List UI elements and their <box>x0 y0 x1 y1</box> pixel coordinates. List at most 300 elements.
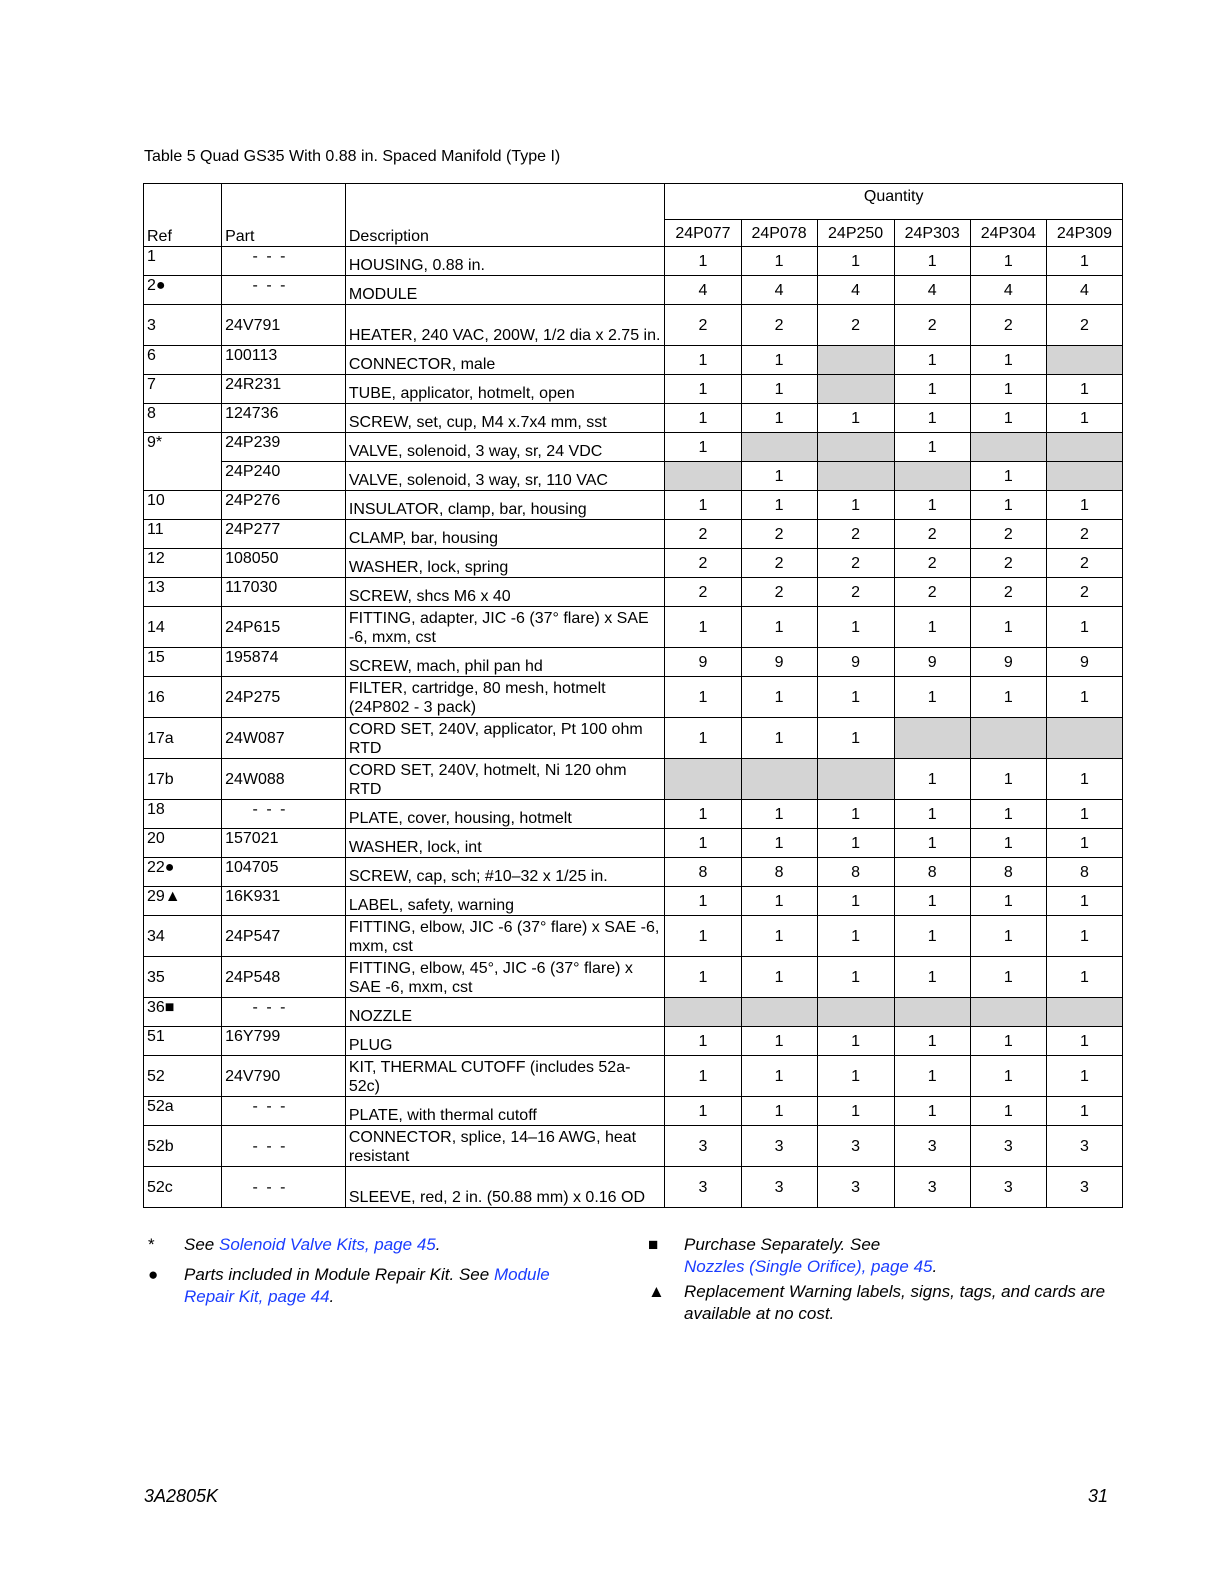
table-row <box>144 718 1123 759</box>
quantity-cell: 2 <box>741 520 817 549</box>
ref-cell: 8 <box>144 404 222 433</box>
quantity-cell: 1 <box>1046 491 1122 520</box>
part-cell: 100113 <box>222 346 346 375</box>
quantity-cell: 2 <box>817 305 894 346</box>
quantity-cell-unavailable <box>1046 718 1122 759</box>
table-row <box>144 759 1123 800</box>
quantity-cell: 3 <box>1046 1167 1122 1208</box>
ref-cell: 17b <box>144 759 222 800</box>
description-cell: CONNECTOR, male <box>345 346 665 375</box>
description-cell: FITTING, elbow, JIC -6 (37° flare) x SAE -6, mxm, cst <box>345 916 665 957</box>
quantity-cell: 2 <box>665 549 741 578</box>
quantity-cell: 1 <box>665 718 741 759</box>
table-row <box>144 305 1123 346</box>
note-circle: ● Parts included in Module Repair Kit. See Module Repair Kit, page 44. <box>148 1265 550 1306</box>
description-cell: PLATE, with thermal cutoff <box>345 1097 665 1126</box>
quantity-cell-unavailable <box>1046 998 1122 1027</box>
model-header: 24P304 <box>970 220 1046 247</box>
quantity-cell: 1 <box>741 607 817 648</box>
table-row <box>144 1056 1123 1097</box>
document-number: 3A2805K <box>144 1486 219 1506</box>
part-cell: 24P547 <box>222 916 346 957</box>
quantity-cell: 1 <box>894 491 970 520</box>
quantity-cell: 3 <box>970 1167 1046 1208</box>
quantity-cell: 1 <box>1046 759 1122 800</box>
quantity-cell: 1 <box>665 346 741 375</box>
circle-symbol: ● <box>148 1265 159 1284</box>
table-row <box>144 957 1123 998</box>
part-cell: 117030 <box>222 578 346 607</box>
table-row <box>144 1167 1123 1208</box>
description-cell: FITTING, elbow, 45°, JIC -6 (37° flare) x SAE -6, mxm, cst <box>345 957 665 998</box>
ref-cell: 51 <box>144 1027 222 1056</box>
quantity-cell: 1 <box>970 800 1046 829</box>
part-cell: 24V790 <box>222 1056 346 1097</box>
note-text: See <box>184 1235 219 1254</box>
table-row <box>144 677 1123 718</box>
quantity-cell: 1 <box>894 346 970 375</box>
quantity-cell: 1 <box>741 677 817 718</box>
description-cell: CORD SET, 240V, applicator, Pt 100 ohm RTD <box>345 718 665 759</box>
ref-cell: 29▲ <box>144 887 222 916</box>
triangle-symbol: ▲ <box>648 1282 665 1301</box>
description-cell: MODULE <box>345 276 665 305</box>
quantity-cell: 2 <box>1046 549 1122 578</box>
quantity-cell: 2 <box>817 549 894 578</box>
quantity-cell: 4 <box>817 276 894 305</box>
quantity-cell: 1 <box>665 607 741 648</box>
quantity-cell: 1 <box>894 404 970 433</box>
quantity-cell-unavailable <box>1046 433 1122 462</box>
quantity-cell: 1 <box>665 829 741 858</box>
quantity-cell: 1 <box>1046 916 1122 957</box>
quantity-cell: 2 <box>894 305 970 346</box>
part-cell: 124736 <box>222 404 346 433</box>
description-cell: HEATER, 240 VAC, 200W, 1/2 dia x 2.75 in. <box>345 305 665 346</box>
ref-cell: 15 <box>144 648 222 677</box>
description-cell: CLAMP, bar, housing <box>345 520 665 549</box>
part-cell: - - - <box>222 276 346 305</box>
part-cell: - - - <box>222 1097 346 1126</box>
quantity-cell: 1 <box>817 1097 894 1126</box>
quantity-cell: 1 <box>894 1056 970 1097</box>
parts-table <box>143 183 1123 1208</box>
quantity-cell: 1 <box>894 247 970 276</box>
quantity-cell: 1 <box>894 1027 970 1056</box>
ref-cell: 9* <box>144 433 222 491</box>
part-cell: - - - <box>222 800 346 829</box>
part-cell: 24W088 <box>222 759 346 800</box>
description-cell: FITTING, adapter, JIC -6 (37° flare) x SAE -6, mxm, cst <box>345 607 665 648</box>
quantity-cell: 9 <box>665 648 741 677</box>
description-cell: SCREW, shcs M6 x 40 <box>345 578 665 607</box>
quantity-cell: 2 <box>665 305 741 346</box>
quantity-cell: 9 <box>894 648 970 677</box>
quantity-cell: 1 <box>741 346 817 375</box>
quantity-cell: 8 <box>665 858 741 887</box>
quantity-cell: 2 <box>894 520 970 549</box>
quantity-cell-unavailable <box>894 462 970 491</box>
quantity-cell: 2 <box>817 520 894 549</box>
quantity-cell: 1 <box>1046 829 1122 858</box>
quantity-cell: 1 <box>817 491 894 520</box>
quantity-cell: 3 <box>1046 1126 1122 1167</box>
ref-cell: 36■ <box>144 998 222 1027</box>
quantity-cell: 2 <box>741 305 817 346</box>
quantity-cell: 1 <box>970 462 1046 491</box>
table-row <box>144 276 1123 305</box>
description-cell: PLATE, cover, housing, hotmelt <box>345 800 665 829</box>
quantity-cell: 1 <box>665 1027 741 1056</box>
quantity-cell: 1 <box>1046 677 1122 718</box>
ref-cell: 11 <box>144 520 222 549</box>
quantity-cell-unavailable <box>1046 462 1122 491</box>
quantity-cell: 1 <box>741 957 817 998</box>
quantity-cell: 1 <box>970 759 1046 800</box>
quantity-cell-unavailable <box>1046 346 1122 375</box>
quantity-cell: 1 <box>817 887 894 916</box>
quantity-cell: 1 <box>817 1027 894 1056</box>
quantity-cell: 1 <box>1046 957 1122 998</box>
table-row <box>144 887 1123 916</box>
quantity-cell: 8 <box>1046 858 1122 887</box>
table-row <box>144 648 1123 677</box>
module-repair-kit-link[interactable]: Module Repair Kit, page 44 <box>184 1265 550 1306</box>
quantity-cell: 3 <box>665 1167 741 1208</box>
quantity-cell: 1 <box>741 491 817 520</box>
part-cell: 24P239 <box>222 433 346 462</box>
quantity-cell: 2 <box>1046 305 1122 346</box>
quantity-cell: 1 <box>817 607 894 648</box>
quantity-cell: 1 <box>970 957 1046 998</box>
quantity-cell-unavailable <box>817 462 894 491</box>
quantity-cell: 2 <box>970 578 1046 607</box>
ref-cell: 6 <box>144 346 222 375</box>
ref-cell: 14 <box>144 607 222 648</box>
table-row <box>144 578 1123 607</box>
quantity-cell-unavailable <box>665 998 741 1027</box>
quantity-cell: 1 <box>894 677 970 718</box>
table-row <box>144 433 1123 462</box>
description-cell: HOUSING, 0.88 in. <box>345 247 665 276</box>
quantity-cell: 1 <box>817 800 894 829</box>
quantity-cell: 1 <box>970 607 1046 648</box>
part-cell: - - - <box>222 1126 346 1167</box>
part-cell: 24V791 <box>222 305 346 346</box>
quantity-cell: 4 <box>665 276 741 305</box>
part-cell: 16K931 <box>222 887 346 916</box>
quantity-cell: 1 <box>894 433 970 462</box>
quantity-cell-unavailable <box>741 998 817 1027</box>
quantity-cell: 1 <box>1046 887 1122 916</box>
quantity-cell: 1 <box>970 247 1046 276</box>
part-cell: 108050 <box>222 549 346 578</box>
quantity-cell: 3 <box>741 1167 817 1208</box>
ref-cell: 22● <box>144 858 222 887</box>
quantity-cell: 1 <box>741 1097 817 1126</box>
quantity-cell-unavailable <box>665 759 741 800</box>
model-header: 24P077 <box>665 220 741 247</box>
table-row <box>144 829 1123 858</box>
part-cell: 24P548 <box>222 957 346 998</box>
model-header: 24P250 <box>817 220 894 247</box>
quantity-cell: 1 <box>1046 1056 1122 1097</box>
quantity-cell: 2 <box>665 578 741 607</box>
description-cell: KIT, THERMAL CUTOFF (includes 52a-52c) <box>345 1056 665 1097</box>
part-cell: 16Y799 <box>222 1027 346 1056</box>
model-header: 24P078 <box>741 220 817 247</box>
table-row <box>144 1027 1123 1056</box>
nozzles-link[interactable]: Nozzles (Single Orifice), page 45 <box>684 1257 933 1276</box>
table-row <box>144 375 1123 404</box>
description-cell: WASHER, lock, int <box>345 829 665 858</box>
quantity-cell: 1 <box>741 800 817 829</box>
quantity-cell-unavailable <box>817 433 894 462</box>
square-symbol: ■ <box>648 1235 659 1254</box>
part-cell: 24P240 <box>222 462 346 491</box>
quantity-cell: 1 <box>1046 375 1122 404</box>
quantity-cell: 1 <box>817 718 894 759</box>
quantity-cell-unavailable <box>970 433 1046 462</box>
quantity-cell-unavailable <box>665 462 741 491</box>
quantity-header: Quantity <box>665 184 1123 220</box>
description-cell: WASHER, lock, spring <box>345 549 665 578</box>
table-row <box>144 346 1123 375</box>
quantity-cell: 9 <box>741 648 817 677</box>
quantity-cell: 1 <box>970 829 1046 858</box>
quantity-cell: 1 <box>970 916 1046 957</box>
note-text: Purchase Separately. See <box>684 1235 881 1254</box>
quantity-cell: 1 <box>665 433 741 462</box>
note-text: Parts included in Module Repair Kit. See <box>184 1265 494 1284</box>
quantity-cell: 1 <box>665 677 741 718</box>
part-cell: - - - <box>222 1167 346 1208</box>
description-cell: PLUG <box>345 1027 665 1056</box>
part-cell: 24R231 <box>222 375 346 404</box>
asterisk-symbol: * <box>148 1235 155 1254</box>
quantity-cell: 1 <box>665 1056 741 1097</box>
table-caption: Table 5 Quad GS35 With 0.88 in. Spaced Manifold (Type I) <box>144 148 561 165</box>
note-triangle <box>648 1281 1118 1325</box>
quantity-cell: 1 <box>665 404 741 433</box>
table-row <box>144 1097 1123 1126</box>
description-cell: FILTER, cartridge, 80 mesh, hotmelt (24P802 - 3 pack) <box>345 677 665 718</box>
description-cell: CONNECTOR, splice, 14–16 AWG, heat resistant <box>345 1126 665 1167</box>
ref-cell: 12 <box>144 549 222 578</box>
quantity-cell: 4 <box>894 276 970 305</box>
part-cell: 24P276 <box>222 491 346 520</box>
quantity-cell: 1 <box>741 375 817 404</box>
quantity-cell: 3 <box>817 1126 894 1167</box>
quantity-cell: 1 <box>894 759 970 800</box>
quantity-cell: 1 <box>970 1097 1046 1126</box>
quantity-cell: 1 <box>894 887 970 916</box>
table-row <box>144 247 1123 276</box>
quantity-cell: 1 <box>894 829 970 858</box>
quantity-cell: 1 <box>665 491 741 520</box>
quantity-cell: 1 <box>665 247 741 276</box>
quantity-cell: 3 <box>894 1167 970 1208</box>
quantity-cell: 2 <box>1046 578 1122 607</box>
quantity-cell: 1 <box>741 916 817 957</box>
part-cell: - - - <box>222 998 346 1027</box>
quantity-cell: 1 <box>741 887 817 916</box>
note-text: Replacement Warning labels, signs, tags, and cards are available at no cost. <box>684 1282 1106 1323</box>
quantity-cell: 1 <box>894 607 970 648</box>
table-row <box>144 549 1123 578</box>
table-row <box>144 800 1123 829</box>
solenoid-valve-kits-link[interactable]: Solenoid Valve Kits, page 45 <box>218 1235 436 1254</box>
model-header: 24P309 <box>1046 220 1122 247</box>
table-row <box>144 491 1123 520</box>
quantity-cell: 3 <box>665 1126 741 1167</box>
quantity-cell: 1 <box>665 375 741 404</box>
page-number: 31 <box>1088 1486 1109 1506</box>
quantity-cell-unavailable <box>894 998 970 1027</box>
description-cell: SCREW, mach, phil pan hd <box>345 648 665 677</box>
quantity-cell-unavailable <box>970 718 1046 759</box>
part-cell: - - - <box>222 247 346 276</box>
quantity-cell: 1 <box>817 677 894 718</box>
quantity-cell: 1 <box>1046 800 1122 829</box>
note-asterisk: * See Solenoid Valve Kits, page 45. <box>148 1235 441 1254</box>
quantity-cell: 1 <box>665 916 741 957</box>
description-cell: LABEL, safety, warning <box>345 887 665 916</box>
quantity-cell: 9 <box>817 648 894 677</box>
ref-cell: 3 <box>144 305 222 346</box>
quantity-cell-unavailable <box>894 718 970 759</box>
ref-cell: 52c <box>144 1167 222 1208</box>
quantity-cell: 1 <box>894 375 970 404</box>
table-row <box>144 1126 1123 1167</box>
description-cell: VALVE, solenoid, 3 way, sr, 24 VDC <box>345 433 665 462</box>
ref-cell: 1 <box>144 247 222 276</box>
table-row <box>144 607 1123 648</box>
quantity-cell: 1 <box>817 916 894 957</box>
quantity-cell: 1 <box>741 829 817 858</box>
quantity-cell: 8 <box>970 858 1046 887</box>
quantity-cell-unavailable <box>741 759 817 800</box>
ref-cell: 52 <box>144 1056 222 1097</box>
table-row <box>144 520 1123 549</box>
quantity-cell: 4 <box>1046 276 1122 305</box>
part-cell: 195874 <box>222 648 346 677</box>
quantity-cell: 1 <box>741 718 817 759</box>
quantity-cell: 8 <box>817 858 894 887</box>
description-cell: CORD SET, 240V, hotmelt, Ni 120 ohm RTD <box>345 759 665 800</box>
quantity-cell: 1 <box>1046 607 1122 648</box>
quantity-cell: 3 <box>970 1126 1046 1167</box>
ref-cell: 2● <box>144 276 222 305</box>
part-header: Part <box>222 184 346 247</box>
table-row <box>144 858 1123 887</box>
quantity-cell: 1 <box>1046 404 1122 433</box>
quantity-cell: 9 <box>970 648 1046 677</box>
quantity-cell: 2 <box>817 578 894 607</box>
quantity-cell: 1 <box>741 404 817 433</box>
description-cell: NOZZLE <box>345 998 665 1027</box>
quantity-cell: 1 <box>970 1056 1046 1097</box>
quantity-cell: 8 <box>741 858 817 887</box>
quantity-cell: 3 <box>894 1126 970 1167</box>
description-cell: SCREW, cap, sch; #10–32 x 1/25 in. <box>345 858 665 887</box>
quantity-cell: 1 <box>894 1097 970 1126</box>
quantity-cell: 3 <box>741 1126 817 1167</box>
model-header: 24P303 <box>894 220 970 247</box>
quantity-cell: 2 <box>970 305 1046 346</box>
table-row <box>144 404 1123 433</box>
table-row <box>144 462 1123 491</box>
note-square: ■ Purchase Separately. See Nozzles (Single Orifice), page 45. <box>648 1235 938 1276</box>
quantity-cell-unavailable <box>817 759 894 800</box>
quantity-cell: 1 <box>970 375 1046 404</box>
description-cell: INSULATOR, clamp, bar, housing <box>345 491 665 520</box>
part-cell: 104705 <box>222 858 346 887</box>
quantity-cell-unavailable <box>817 346 894 375</box>
ref-cell: 52b <box>144 1126 222 1167</box>
quantity-cell: 2 <box>741 549 817 578</box>
quantity-cell: 2 <box>665 520 741 549</box>
ref-cell: 18 <box>144 800 222 829</box>
ref-cell: 35 <box>144 957 222 998</box>
table-row <box>144 998 1123 1027</box>
quantity-cell: 1 <box>665 957 741 998</box>
quantity-cell: 1 <box>665 887 741 916</box>
quantity-cell: 1 <box>741 1056 817 1097</box>
quantity-cell: 9 <box>1046 648 1122 677</box>
description-cell: VALVE, solenoid, 3 way, sr, 110 VAC <box>345 462 665 491</box>
quantity-cell: 1 <box>970 677 1046 718</box>
description-cell: SLEEVE, red, 2 in. (50.88 mm) x 0.16 OD <box>345 1167 665 1208</box>
quantity-cell: 1 <box>1046 1027 1122 1056</box>
quantity-cell: 2 <box>894 578 970 607</box>
quantity-cell: 1 <box>894 800 970 829</box>
quantity-cell: 2 <box>970 549 1046 578</box>
quantity-cell: 1 <box>970 404 1046 433</box>
quantity-cell: 1 <box>741 462 817 491</box>
quantity-cell-unavailable <box>741 433 817 462</box>
quantity-cell: 1 <box>894 957 970 998</box>
description-cell: TUBE, applicator, hotmelt, open <box>345 375 665 404</box>
quantity-cell-unavailable <box>817 998 894 1027</box>
quantity-cell: 1 <box>894 916 970 957</box>
quantity-cell: 1 <box>665 800 741 829</box>
quantity-cell-unavailable <box>817 375 894 404</box>
quantity-cell: 1 <box>741 247 817 276</box>
description-header: Description <box>345 184 665 247</box>
quantity-cell: 1 <box>817 247 894 276</box>
ref-cell: 10 <box>144 491 222 520</box>
quantity-cell: 8 <box>894 858 970 887</box>
part-cell: 24P615 <box>222 607 346 648</box>
quantity-cell: 1 <box>970 491 1046 520</box>
quantity-cell: 1 <box>970 1027 1046 1056</box>
quantity-cell: 1 <box>970 346 1046 375</box>
description-cell: SCREW, set, cup, M4 x.7x4 mm, sst <box>345 404 665 433</box>
quantity-cell: 4 <box>741 276 817 305</box>
quantity-cell: 1 <box>665 1097 741 1126</box>
quantity-cell: 2 <box>1046 520 1122 549</box>
part-cell: 24P277 <box>222 520 346 549</box>
ref-cell: 34 <box>144 916 222 957</box>
quantity-cell: 3 <box>817 1167 894 1208</box>
ref-cell: 7 <box>144 375 222 404</box>
quantity-cell: 2 <box>894 549 970 578</box>
quantity-cell-unavailable <box>970 998 1046 1027</box>
ref-cell: 52a <box>144 1097 222 1126</box>
quantity-cell: 2 <box>970 520 1046 549</box>
part-cell: 24P275 <box>222 677 346 718</box>
